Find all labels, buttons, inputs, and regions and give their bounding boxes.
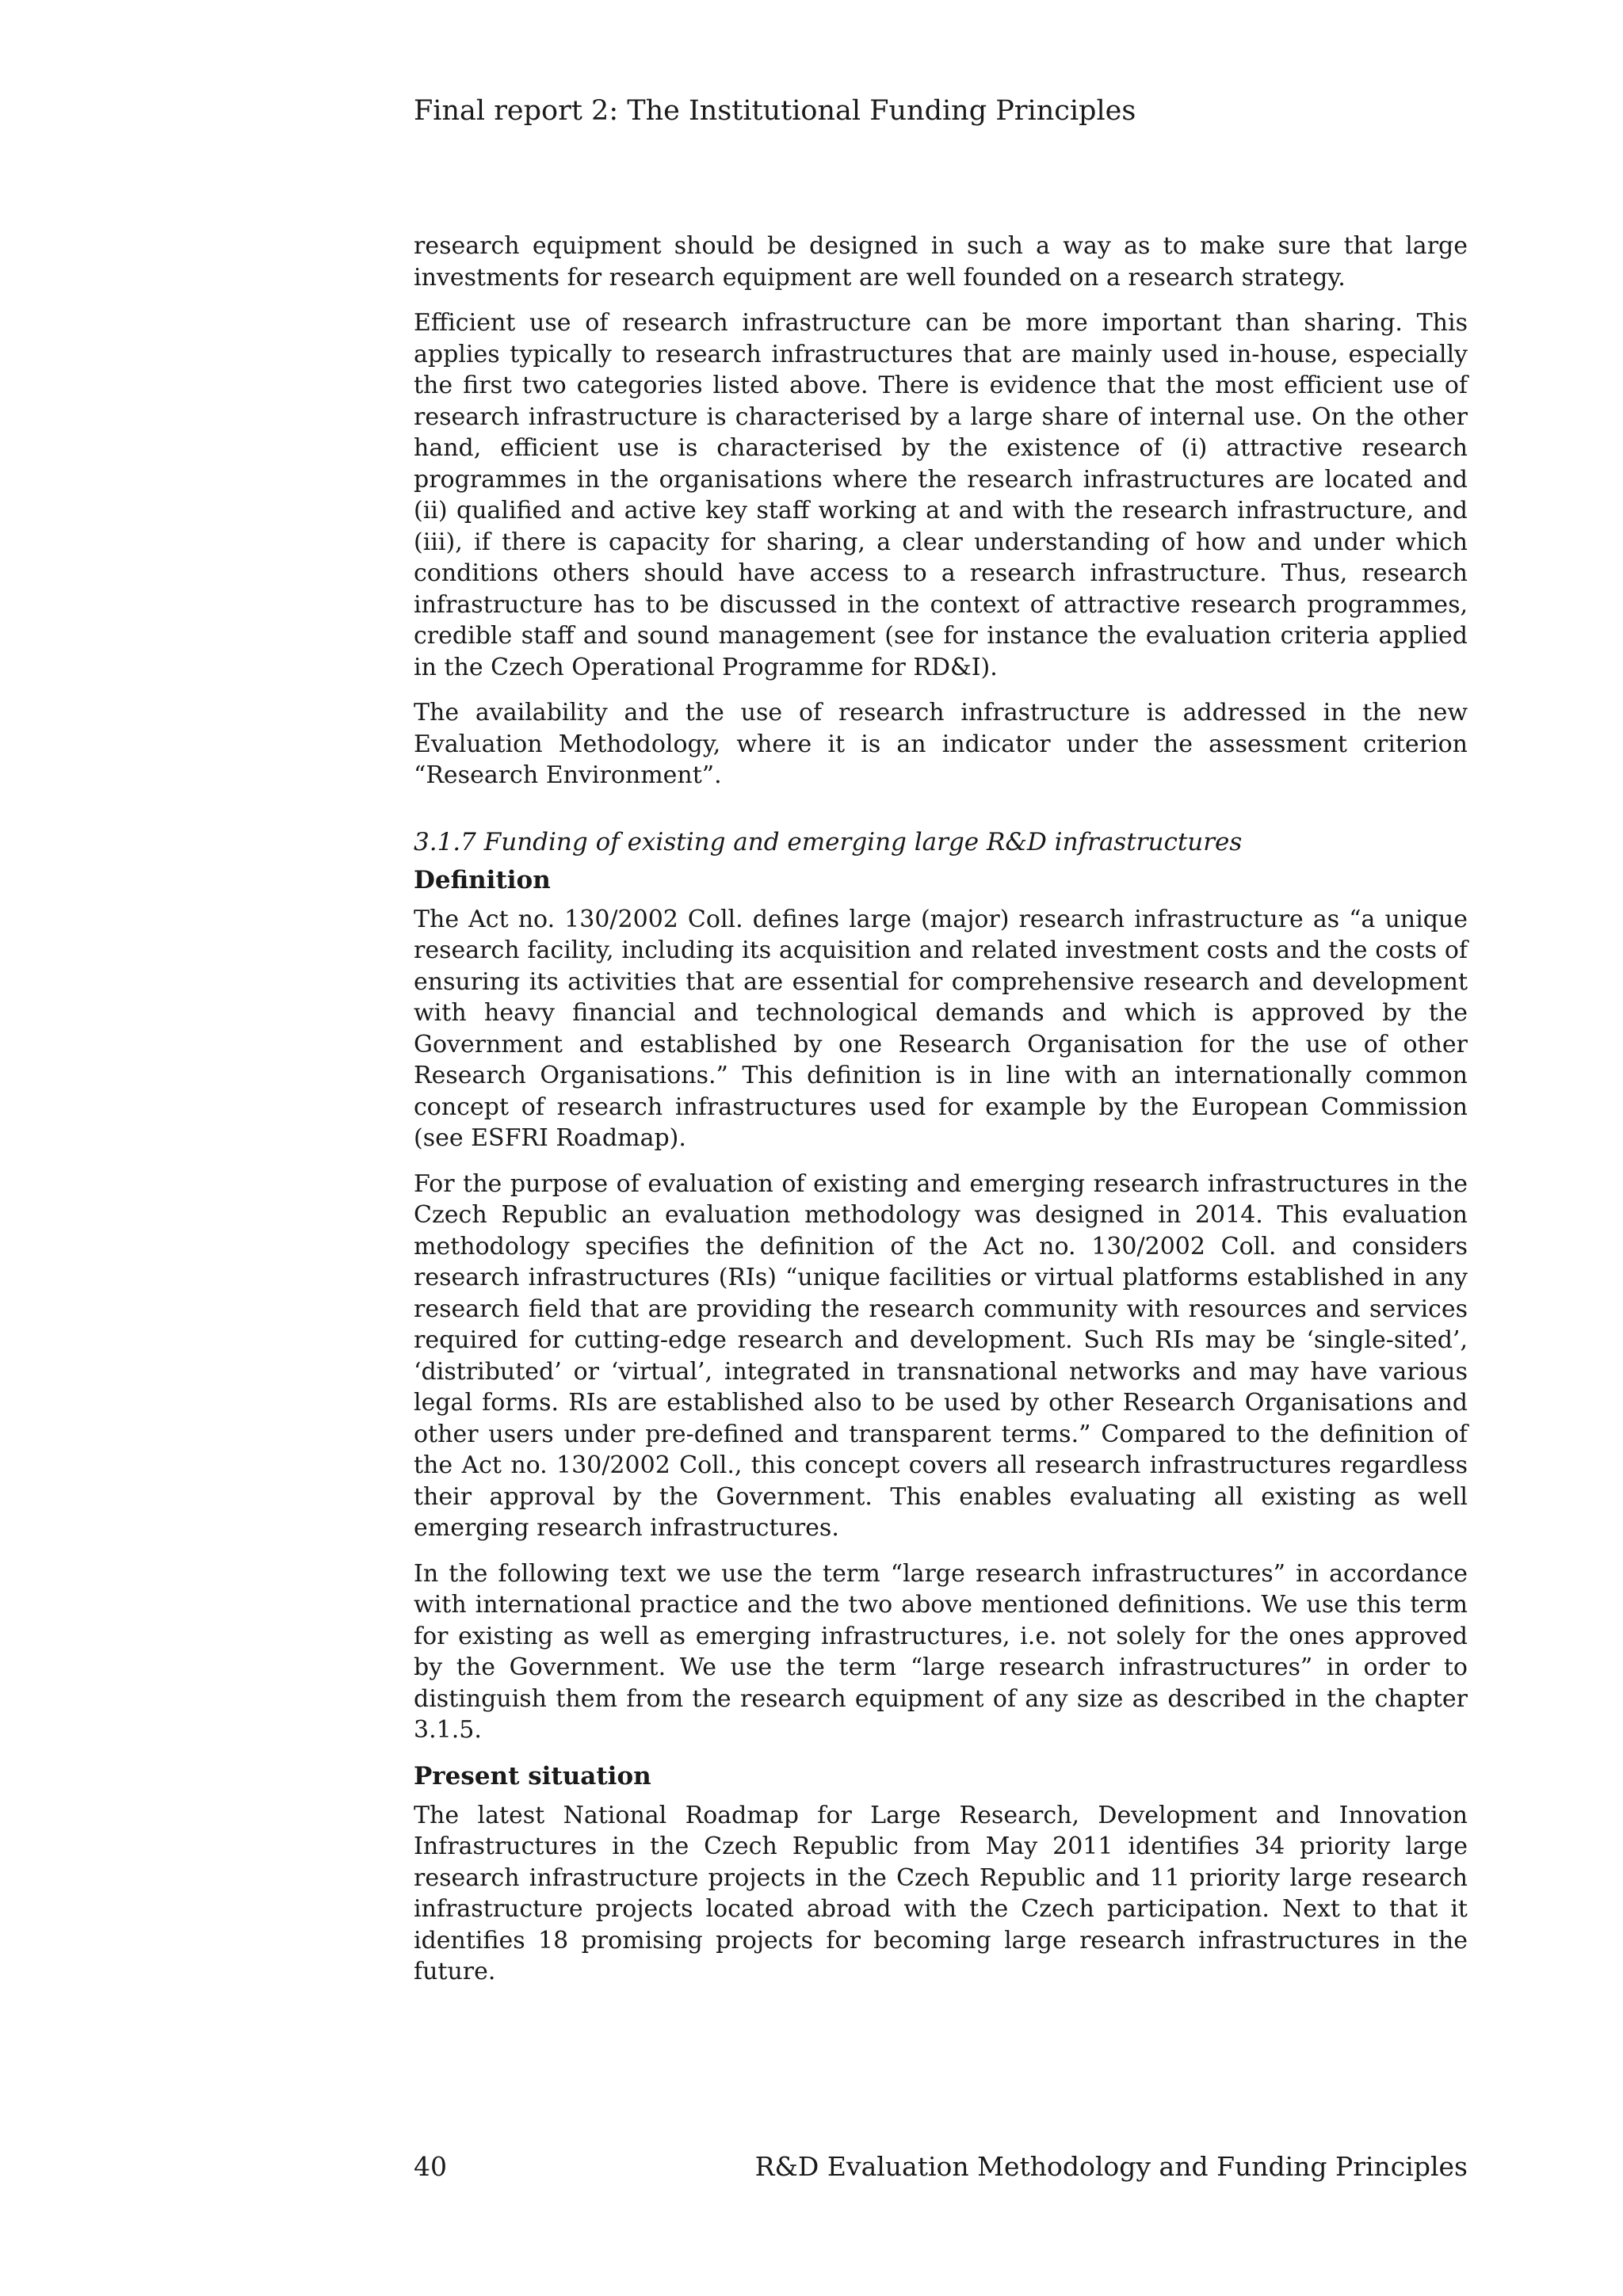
paragraph: For the purpose of evaluation of existing and emerging research infrastructures in the Czech Republic an evaluation methodology was designed in 2014. This evaluation methodology specifies the definition of the Act no. 130/2002 Coll. and considers research infrastructures (RIs) “unique facilities or virtual platforms established in any research field that are providing the research community with resources and services required for cutting-edge research and development. Such RIs may be ‘single-sited’, ‘distributed’ or ‘virtual’, integrated in transnational networks and may have various legal forms. RIs are established also to be used by other Research Organisations and other users under pre-defined and transparent terms.” Compared to the definition of the Act no. 130/2002 Coll., this concept covers all research infrastructures regardless their approval by the Government. This enables evaluating all existing as well emerging research infrastructures. xyxy=(414,1169,1468,1542)
section-title: 3.1.7 Funding of existing and emerging large R&D infrastructures xyxy=(414,827,1243,856)
page-header: Final report 2: The Institutional Funding Principles xyxy=(414,95,1136,127)
present-situation-heading: Present situation xyxy=(414,1761,651,1791)
page-footer xyxy=(414,2149,1468,2184)
publication-title: R&D Evaluation Methodology and Funding Principles xyxy=(754,2151,1468,2182)
page-number: 40 xyxy=(414,2151,447,2182)
paragraph: In the following text we use the term “large research infrastructures” in accordance with international practice and the two above mentioned definitions. We use this term for existing as well as emerging infrastructures, i.e. not solely for the ones approved by the Government. We use the term “large research infrastructures” in order to distinguish them from the research equipment of any size as described in the chapter 3.1.5. xyxy=(414,1559,1468,1744)
paragraph: The availability and the use of research infrastructure is addressed in the new Evaluation Methodology, where it is an indicator under the assessment criterion “Research Environment”. xyxy=(414,699,1468,789)
paragraph: The Act no. 130/2002 Coll. defines large (major) research infrastructure as “a unique research facility, including its acquisition and related investment costs and the costs of ensuring its activities that are essential for comprehensive research and development with heavy financial and technological demands and which is approved by the Government and established by one Research Organisation for the use of other Research Organisations.” This definition is in line with an internationally common concept of research infrastructures used for example by the European Commission (see ESFRI Roadmap). xyxy=(414,905,1468,1152)
document-body xyxy=(414,231,1468,2002)
paragraph: Efficient use of research infrastructure can be more important than sharing. This applies typically to research infrastructures that are mainly used in-house, especially the first two categories listed above. There is evidence that the most efficient use of research infrastructure is characterised by a large share of internal use. On the other hand, efficient use is characterised by the existence of (i) attractive research programmes in the organisations where the research infrastructures are located and (ii) qualified and active key staff working at and with the research infrastructure, and (iii), if there is capacity for sharing, a clear understanding of how and under which conditions others should have access to a research infrastructure. Thus, research infrastructure has to be discussed in the context of attractive research programmes, credible staff and sound management (see for instance the evaluation criteria applied in the Czech Operational Programme for RD&I). xyxy=(414,309,1468,681)
definition-heading: Definition xyxy=(414,865,551,894)
paragraph: The latest National Roadmap for Large Research, Development and Innovation Infrastructures in the Czech Republic from May 2011 identifies 34 priority large research infrastructure projects in the Czech Republic and 11 priority large research infrastructure projects located abroad with the Czech participation. Next to that it identifies 18 promising projects for becoming large research infrastructures in the future. xyxy=(414,1801,1468,1985)
paragraph: research equipment should be designed in such a way as to make sure that large investments for research equipment are well founded on a research strategy. xyxy=(414,232,1468,292)
